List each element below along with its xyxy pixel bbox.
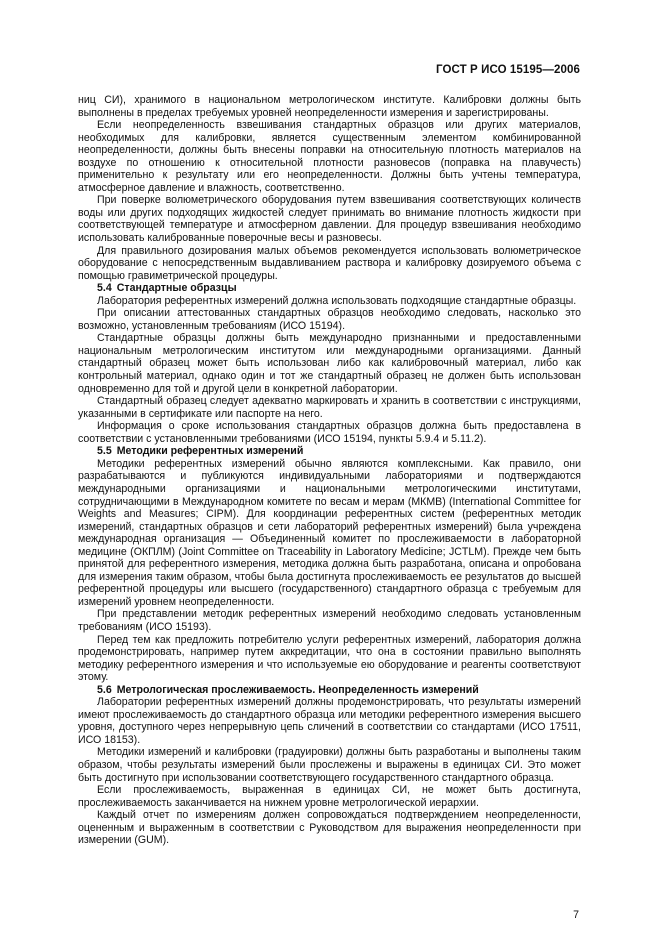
document-header: ГОСТ Р ИСО 15195—2006 <box>435 64 580 76</box>
section-title: Метрологическая прослеживаемость. Неопределенность измерений <box>116 683 479 696</box>
section-title: Стандартные образцы <box>116 282 237 295</box>
section-heading-5-5 <box>78 445 581 458</box>
paragraph: При описании аттестованных стандартных образцов необходимо следовать, насколько это возможно, установленным требованиям (ИСО 15194). <box>78 307 581 332</box>
paragraph: Информация о сроке использования стандартных образцов должна быть предоставлена в соответствии с установленными требованиями (ИСО 15194, пункты 5.9.4 и 5.11.2). <box>78 420 581 445</box>
section-heading-5-6 <box>78 684 581 697</box>
paragraph: ниц СИ), хранимого в национальном метрологическом институте. Калибровки должны быть выполнены в пределах требуемых уровней неопределенности измерения и зарегистрированы. <box>78 94 581 119</box>
section-number: 5.6 <box>97 683 112 696</box>
paragraph: Лаборатория референтных измерений должна использовать подходящие стандартные образцы. <box>97 294 577 307</box>
paragraph: При представлении методик референтных измерений необходимо следовать установленным требованиям (ИСО 15193). <box>78 608 581 633</box>
paragraph: Методики измерений и калибровки (градуировки) должны быть разработаны и выполнены таким образом, чтобы результаты измерений были прослежены и выражены в единицах СИ. Это может быть достигнуто при использовании соответствующего государственного стандартного образца. <box>78 746 581 784</box>
document-body <box>78 94 581 847</box>
page-number: 7 <box>573 909 579 921</box>
section-number: 5.5 <box>97 445 112 458</box>
paragraph: Если неопределенность взвешивания стандартных образцов или других материалов, необходимых для калибровки, является существенным элементом комбинированной неопределенности, должны быть внесены поправки на относительную плотность материалов на воздухе по отношению к относительной плотности разновесов (поправка на плавучесть) применительно к результату или его неопределенности. Должны быть учтены температура, атмосферное давление и влажность, соответственно. <box>78 119 581 194</box>
paragraph: Стандартные образцы должны быть международно признанными и предоставленными национальным метрологическим институтом или международными организациями. Данный стандартный образец может быть использован либо как калибровочный материал, либо как контрольный материал, однако один и тот же стандартный образец не должен быть использован одновременно для той и другой цели в конкретной лаборатории. <box>78 332 581 395</box>
paragraph: Перед тем как предложить потребителю услуги референтных измерений, лаборатория должна продемонстрировать, например путем аккредитации, что она в состоянии правильно выполнять методику референтного измерения и что используемые ею оборудование и реагенты соответствуют этому. <box>78 633 581 684</box>
section-number: 5.4 <box>97 282 112 295</box>
paragraph: Каждый отчет по измерениям должен сопровождаться подтверждением неопределенности, оцененным и выраженным в соответствии с Руководством для выражения неопределенности при измерении (GUM). <box>78 809 581 847</box>
paragraph: Если прослеживаемость, выраженная в единицах СИ, не может быть достигнута, прослеживаемость заканчивается на нижнем уровне метрологической иерархии. <box>78 784 581 809</box>
section-heading-5-4 <box>78 282 581 295</box>
paragraph: Стандартный образец следует адекватно маркировать и хранить в соответствии с инструкциями, указанными в сертификате или паспорте на него. <box>78 395 581 420</box>
paragraph: Для правильного дозирования малых объемов рекомендуется использовать волюметрическое оборудование с непосредственным выдавливанием раствора и калибровку дозируемого объема с помощью гравиметрической процедуры. <box>78 244 581 282</box>
paragraph: Методики референтных измерений обычно являются комплексными. Как правило, они разрабатываются и публикуются индивидуальными лабораториями и подтверждаются международными организациями и национальными метрологическими институтами, сотрудничающими в Международном комитете по весам и мерам (МКМВ) (International Committee for Weights and Measures; CIPM). Для координации референтных систем (референтных методик измерений, стандартных образцов и сети лабораторий референтных измерений) была учреждена международная организация — Объединенный комитет по прослеживаемости в лабораторной медицине (ОКПЛМ) (Joint Committee on Traceability in Laboratory Medicine; JCTLM). Прежде чем быть принятой для референтного измерения, методика должна быть разработана, описана и опробована для измерения таким образом, чтобы была достигнута прослеживаемость ее результатов до высшей референтной процедуры или высшего (государственного) стандартного образца с требуемым для измерений уровнем неопределенности. <box>78 457 581 608</box>
paragraph: Лаборатории референтных измерений должны продемонстрировать, что результаты измерений имеют прослеживаемость до стандартного образца или методики референтного измерения высшего уровня, доступного через непрерывную цепь сличений в соответствии со стандартами (ИСО 17511, ИСО 18153). <box>78 696 581 746</box>
section-title: Методики референтных измерений <box>116 445 304 458</box>
paragraph: При поверке волюметрического оборудования путем взвешивания соответствующих количеств воды или других подходящих жидкостей следует принимать во внимание плотность жидкости при соответствующей температуре и атмосферном давлении. Для процедур взвешивания необходимо использовать калиброванные поверочные весы и разновесы. <box>78 194 581 245</box>
